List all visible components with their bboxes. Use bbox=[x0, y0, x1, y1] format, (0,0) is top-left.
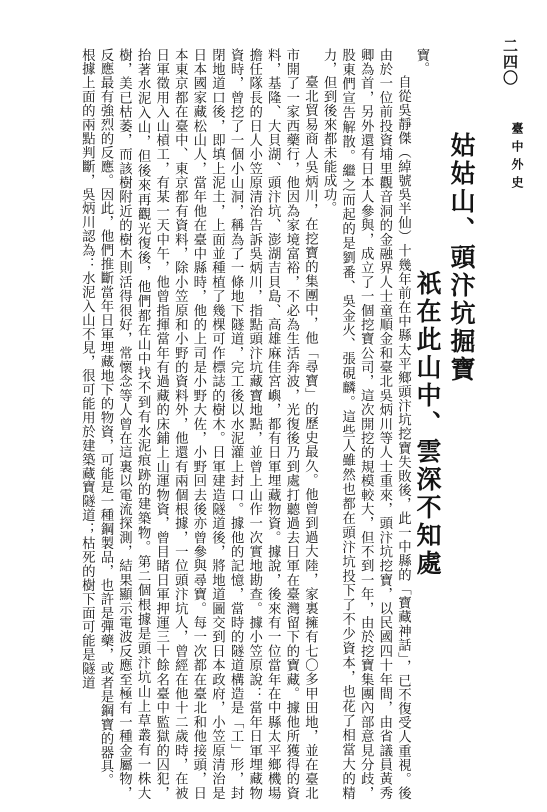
paragraph: 根據上面的兩點判斷，吳炳川認為：水泥入山不見，很可能用於建築藏寶隧道；枯死的樹下面可能是隧道 bbox=[79, 48, 95, 690]
article-title-line-1: 姑姑山、頭汴坑掘寶 bbox=[447, 132, 476, 384]
paragraph: 臺北貿易商人吳炳川，在挖寶的集團中，他「尋寶」的歷史最久。他曾到過大陸，家裏擁有七〇多甲田地，並在臺北市開了一家西藥行，他因為家境富裕，不必為生活奔波，光復後乃到處打聽過去日軍在臺灣留下的寶藏。據他所獲得的資料，基隆、大貝湖、頭汴坑、澎湖吉貝島、高雄麻佳宮嶼，都有日軍埋藏物資。據說，後來有一位當年在中縣太平鄉機場擔任隊長的日人小笠原清治告訴吳炳川，指點頭汴坑藏寶地點，並曾上山作一次實地勘查。據小笠原說：當年日軍埋藏物資時，曾挖了一個小山洞，稱為了一條地下隧道，完工後以水泥灌上封口。據他的記憶，當時的隧道構造是「工」形，封閉地道口後，即填上泥土，上面並種植了幾棵可作標誌的樹木。日軍建造隧道後，將地道圖交到日本政府，小笠原清治是日本國家藏松山人，當年他在臺中縣時，他的上司是小野大佐，小野回去後亦曾參與尋寶。每一次都在臺北和他接頭，日本東京都在臺中、東京都有資料，除小笠原和小野的資料外，他還有兩個根據，一位頭汴坑人，曾經在他十二歲時，在被日軍徵用入山槓工，有某一天中午，他曾指揮當年有過藏的床鋪上山運物資，曾目睹日軍押運三十餘名臺中監獄的囚犯，抬著水泥入山，但後來再觀光復後，他們都在山中找不到有水泥痕跡的建築物。第二個根據是頭汴坑山上草叢有一株大樹，美已枯萎，而該樹附近的樹木則活得很好，常懷念等人曾在這裏以電流探測，結果顯示電波反應至極有一種金屬物，反應最有強烈的反應。因此，他們推斷當年日軍埋藏地下的物資，可能是一種鋼製品，也許是彈藥，或者是鋼寶的器具。 bbox=[97, 48, 318, 800]
page-number: 二四〇 bbox=[501, 38, 519, 86]
article-title-line-2: 祇在此山中、雲深不知處 bbox=[413, 270, 442, 578]
paragraph: 自從吳靜傑（綽號吳半仙）十幾年前在中縣太平鄉頭汴坑挖寶失敗後，此一中縣的「寶藏神話」，已不復受人重視。後由於一位前投資埔里觀音洞的金融界人士童順金和臺北吳炳川等人士重來，頭汴坑挖寶，以民國四十年間，由省議員黃秀卿為首，另外還有日本人參與，成立了一個挖寶公司，這次開挖的規模較大，但不到一年，由於挖寶集團內部意見分歧，股東們宣告解散。繼之而起的是劉番、吳金火、張硯麟。這些人雖然也都在頭汴坑投下了不少資本，也花了相當大的精力，但到後來都未能成功。 bbox=[321, 48, 411, 800]
article-body bbox=[18, 48, 430, 800]
section-header: 臺中外史 bbox=[510, 122, 524, 194]
paragraph-continuation: 寶。 bbox=[414, 48, 429, 76]
